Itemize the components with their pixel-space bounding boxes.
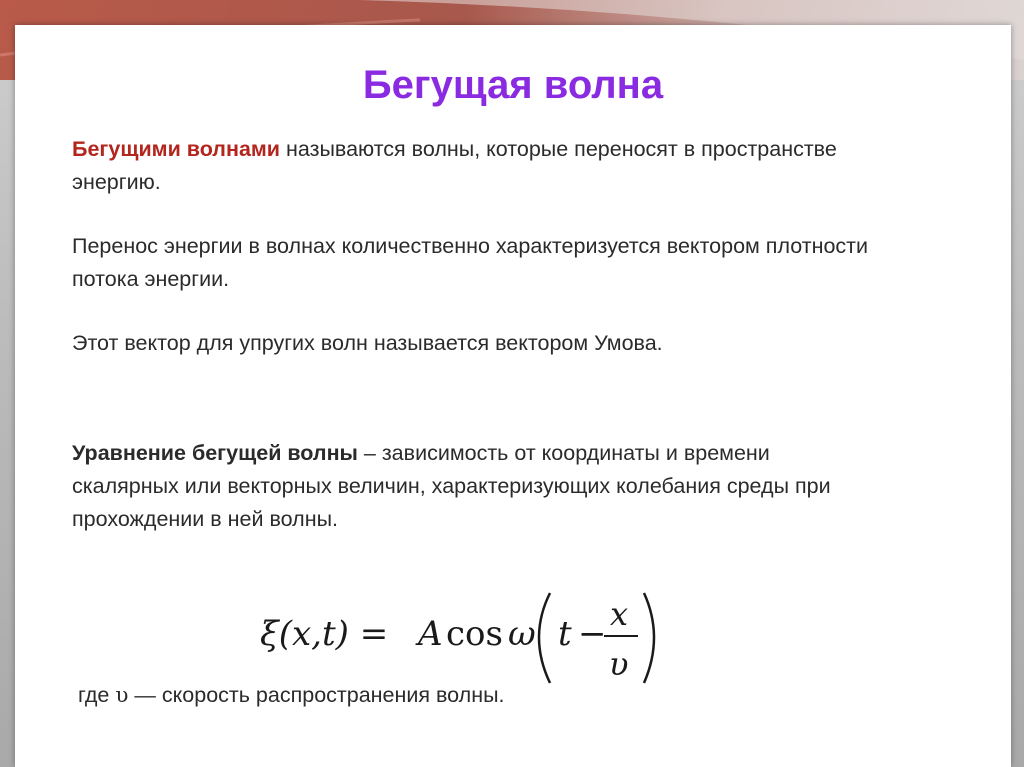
paragraph-wave-equation <box>72 437 872 536</box>
slide-title: Бегущая волна <box>362 63 664 107</box>
paragraph-wave-equation-text: – зависимость от координаты и времени скалярных или векторных величин, характеризующих колебания среды при прохождении в ней волны. <box>72 441 831 531</box>
term-travelling-waves: Бегущими волнами <box>72 137 281 161</box>
formula-denominator: υ <box>609 645 629 683</box>
paragraph-energy-transfer: Перенос энергии в волнах количественно характеризуется вектором плотности потока энергии. <box>72 234 869 291</box>
footnote-symbol: υ <box>115 683 129 708</box>
formula-amplitude: A <box>418 614 443 654</box>
formula-lhs: ξ(x,t) = <box>260 614 389 654</box>
formula-t: t <box>558 614 572 654</box>
formula-cos: cos <box>446 614 503 654</box>
footnote-text: — скорость распространения волны. <box>128 683 505 707</box>
paragraph-definition-text: называются волны, которые переносят в пространстве энергию. <box>72 137 837 194</box>
formula-left-paren <box>539 593 550 683</box>
paragraph-umov-vector: Этот вектор для упругих волн называется вектором Умова. <box>72 331 663 355</box>
formula-numerator: x <box>610 595 629 633</box>
formula-right-paren <box>644 593 654 683</box>
term-wave-equation: Уравнение бегущей волны <box>72 441 358 465</box>
formula-minus: − <box>578 614 607 654</box>
slide-page <box>15 25 1011 767</box>
paragraph-definition <box>72 133 872 199</box>
footnote-prefix: где <box>78 683 116 707</box>
wave-equation-formula <box>260 575 660 695</box>
formula-omega: ω <box>508 614 536 654</box>
footnote-velocity <box>78 683 505 708</box>
